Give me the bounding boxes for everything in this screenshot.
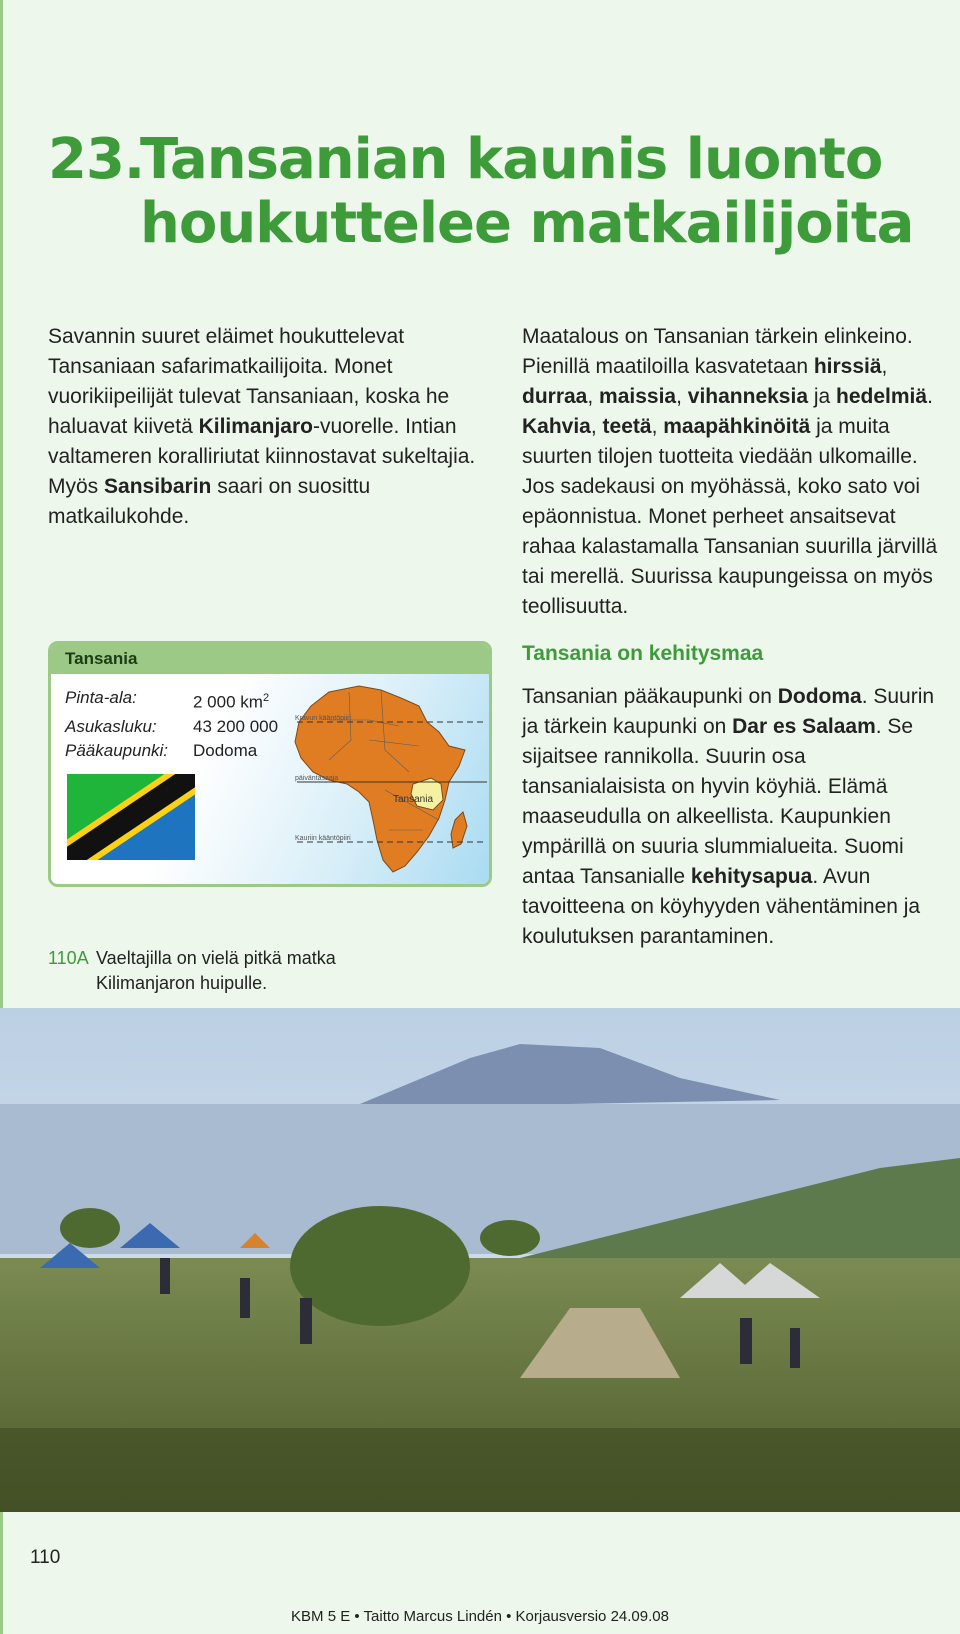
keyword: Kahvia: [522, 415, 591, 438]
tropic-of-cancer-label: Kravun kääntöpiiri: [295, 715, 352, 722]
chapter-title: [48, 128, 928, 256]
text-run: ,: [881, 355, 888, 378]
country-fact-box: [48, 641, 492, 887]
tanzania-map-label: Tansania: [393, 794, 434, 805]
text-run: ja: [808, 385, 837, 408]
area-value: 2 000 km: [193, 692, 263, 712]
hiker: [300, 1298, 312, 1344]
text-run: kiinnostavat sukeltajia. Myös: [48, 445, 476, 498]
fact-value: [193, 686, 269, 715]
syllable: li: [203, 445, 213, 468]
text-run: . Suurin ja tärkein kaupunki on: [522, 685, 935, 738]
fact-list: [65, 686, 278, 763]
caption-number: 110A: [48, 948, 89, 968]
fact-value: Dodoma: [193, 740, 258, 760]
syllable: ri: [200, 355, 213, 378]
text-run: .: [927, 385, 933, 408]
page-number: 110: [30, 1547, 61, 1568]
hiker: [740, 1318, 752, 1364]
syllable: luei: [782, 835, 815, 858]
text-run: ,: [590, 415, 603, 438]
syllable: kai: [247, 355, 275, 378]
tree-canopy: [60, 1208, 120, 1248]
text-run: Tansanian pääkaupunki on: [522, 685, 778, 708]
keyword: maapähkinöitä: [663, 415, 811, 438]
text-run: Maatalous on Tansanian tärkein elinkeino. Pienillä maatiloilla kasvatetaan: [522, 325, 913, 378]
development-paragraph: [522, 682, 942, 952]
africa-map: [289, 680, 489, 880]
fact-label: Pinta-ala:: [65, 688, 137, 707]
syllabified-word-koralliriutat: [158, 445, 260, 468]
syllable: fa: [183, 355, 201, 378]
unit-exponent: 2: [262, 692, 270, 704]
keyword: kehitysapua: [690, 865, 813, 888]
section-subheading: Tansania on kehitysmaa: [522, 642, 764, 665]
keyword: hirssiä: [813, 355, 882, 378]
caption-line2: Kilimanjaron huipulle.: [96, 973, 268, 993]
syllable: jät: [150, 385, 173, 408]
keyword: hedelmiä: [836, 385, 928, 408]
syllable: sa: [161, 355, 184, 378]
text-run: . Monet: [322, 355, 393, 378]
syllable: kii: [93, 385, 114, 408]
fact-value: 43 200 000: [193, 716, 279, 736]
tourism-paragraph: [48, 322, 488, 532]
agriculture-paragraph: [522, 322, 942, 622]
equator-label: päiväntasaaja: [295, 775, 339, 782]
text-run: Savannin suuret eläimet houkuttelevat Tansaniaan: [48, 325, 405, 378]
tree-canopy: [480, 1220, 540, 1256]
text-run: saari on suosittu matkailukohde.: [48, 475, 371, 528]
kilimanjaro-camp-photo: [0, 1008, 960, 1512]
syllable: joi: [283, 355, 305, 378]
hiker: [790, 1328, 800, 1368]
keyword: Dodoma: [777, 685, 862, 708]
fact-box-title: Tansania: [51, 644, 489, 674]
syllabified-word-slummialueita: [704, 835, 832, 858]
chapter-title-line1: Tansanian kaunis luonto: [140, 127, 883, 192]
foreground-shrubs: [0, 1428, 960, 1512]
text-run: . Avun tavoitteena on köyhyyden vähentäminen ja koulutuksen parantaminen.: [522, 865, 921, 948]
print-footer: KBM 5 E • Taitto Marcus Lindén • Korjausversio 24.09.08: [291, 1608, 669, 1625]
madagascar-shape: [451, 812, 467, 848]
syllable: li: [141, 385, 151, 408]
keyword: maissia: [599, 385, 677, 408]
keyword: teetä: [602, 415, 652, 438]
syllable: pei: [113, 385, 142, 408]
syllable: a: [770, 835, 783, 858]
tanzania-flag: [67, 774, 195, 860]
syllable: mat: [212, 355, 248, 378]
keyword: durraa: [522, 385, 588, 408]
syllabified-word-vuorikiipeilijat: [48, 385, 173, 408]
keyword: vihanneksia: [687, 385, 808, 408]
caption-line1: [48, 946, 336, 971]
text-run: . Suomi antaa Tansanialle: [522, 835, 904, 888]
chapter-number: 23.: [48, 127, 145, 192]
keyword: Dar es Salaam: [732, 715, 876, 738]
syllable: ta: [304, 355, 323, 378]
syllable: ral: [179, 445, 204, 468]
text-run: tulevat Tansaniaan, koska he haluavat kiivetä: [48, 385, 450, 438]
fact-row-capital: [65, 739, 278, 763]
syllable: ri: [81, 385, 94, 408]
text-run: ,: [587, 385, 600, 408]
syllable: ta: [815, 835, 833, 858]
keyword-kilimanjaro: Kilimanjaro: [198, 415, 313, 438]
text-run: . Se sijaitsee rannikolla. Suurin osa tansanialaisista on hyvin köyhiä. Elämä maaseudulla on alkeellista. Kaupunkien ympärillä on suuria: [522, 715, 914, 858]
chapter-title-line2: houkuttelee matkailijoita: [140, 191, 914, 256]
syllable: slum: [704, 835, 749, 858]
photo-caption: [48, 946, 336, 996]
tropic-of-capricorn-label: Kauriin kääntöpiiri: [295, 835, 351, 842]
caption-text: Vaeltajilla on vielä pitkä matka: [96, 948, 336, 968]
syllable: riu: [212, 445, 236, 468]
fact-label: Pääkaupunki:: [65, 740, 169, 760]
syllable: vuo: [48, 385, 82, 408]
fact-label: Asukasluku:: [65, 716, 157, 736]
text-run: ,: [651, 415, 664, 438]
syllable: mi: [748, 835, 771, 858]
fact-row-population: [65, 715, 278, 739]
text-run: -vuorelle. Intian valtameren: [48, 415, 457, 468]
keyword-sansibar: Sansibarin: [104, 475, 212, 498]
syllable: tat: [235, 445, 260, 468]
text-run: ja muita suurten tilojen tuotteita viedään ulkomaille. Jos sadekausi on myöhässä, koko sato voi epäonnistua. Monet perheet ansaitsevat rahaa kalastamalla Tansanian suurilla järvillä tai merellä. Suurissa kaupungeissa on myös teollisuutta.: [522, 415, 938, 618]
syllabified-word-safarimatkailijoita: [161, 355, 322, 378]
syllable: li: [274, 355, 284, 378]
syllable: ko: [157, 445, 180, 468]
text-run: ,: [676, 385, 688, 408]
fact-box-body: [51, 674, 489, 884]
fact-row-area: [65, 686, 278, 715]
tree-canopy: [290, 1206, 470, 1326]
hiker: [240, 1278, 250, 1318]
hiker: [160, 1258, 170, 1294]
